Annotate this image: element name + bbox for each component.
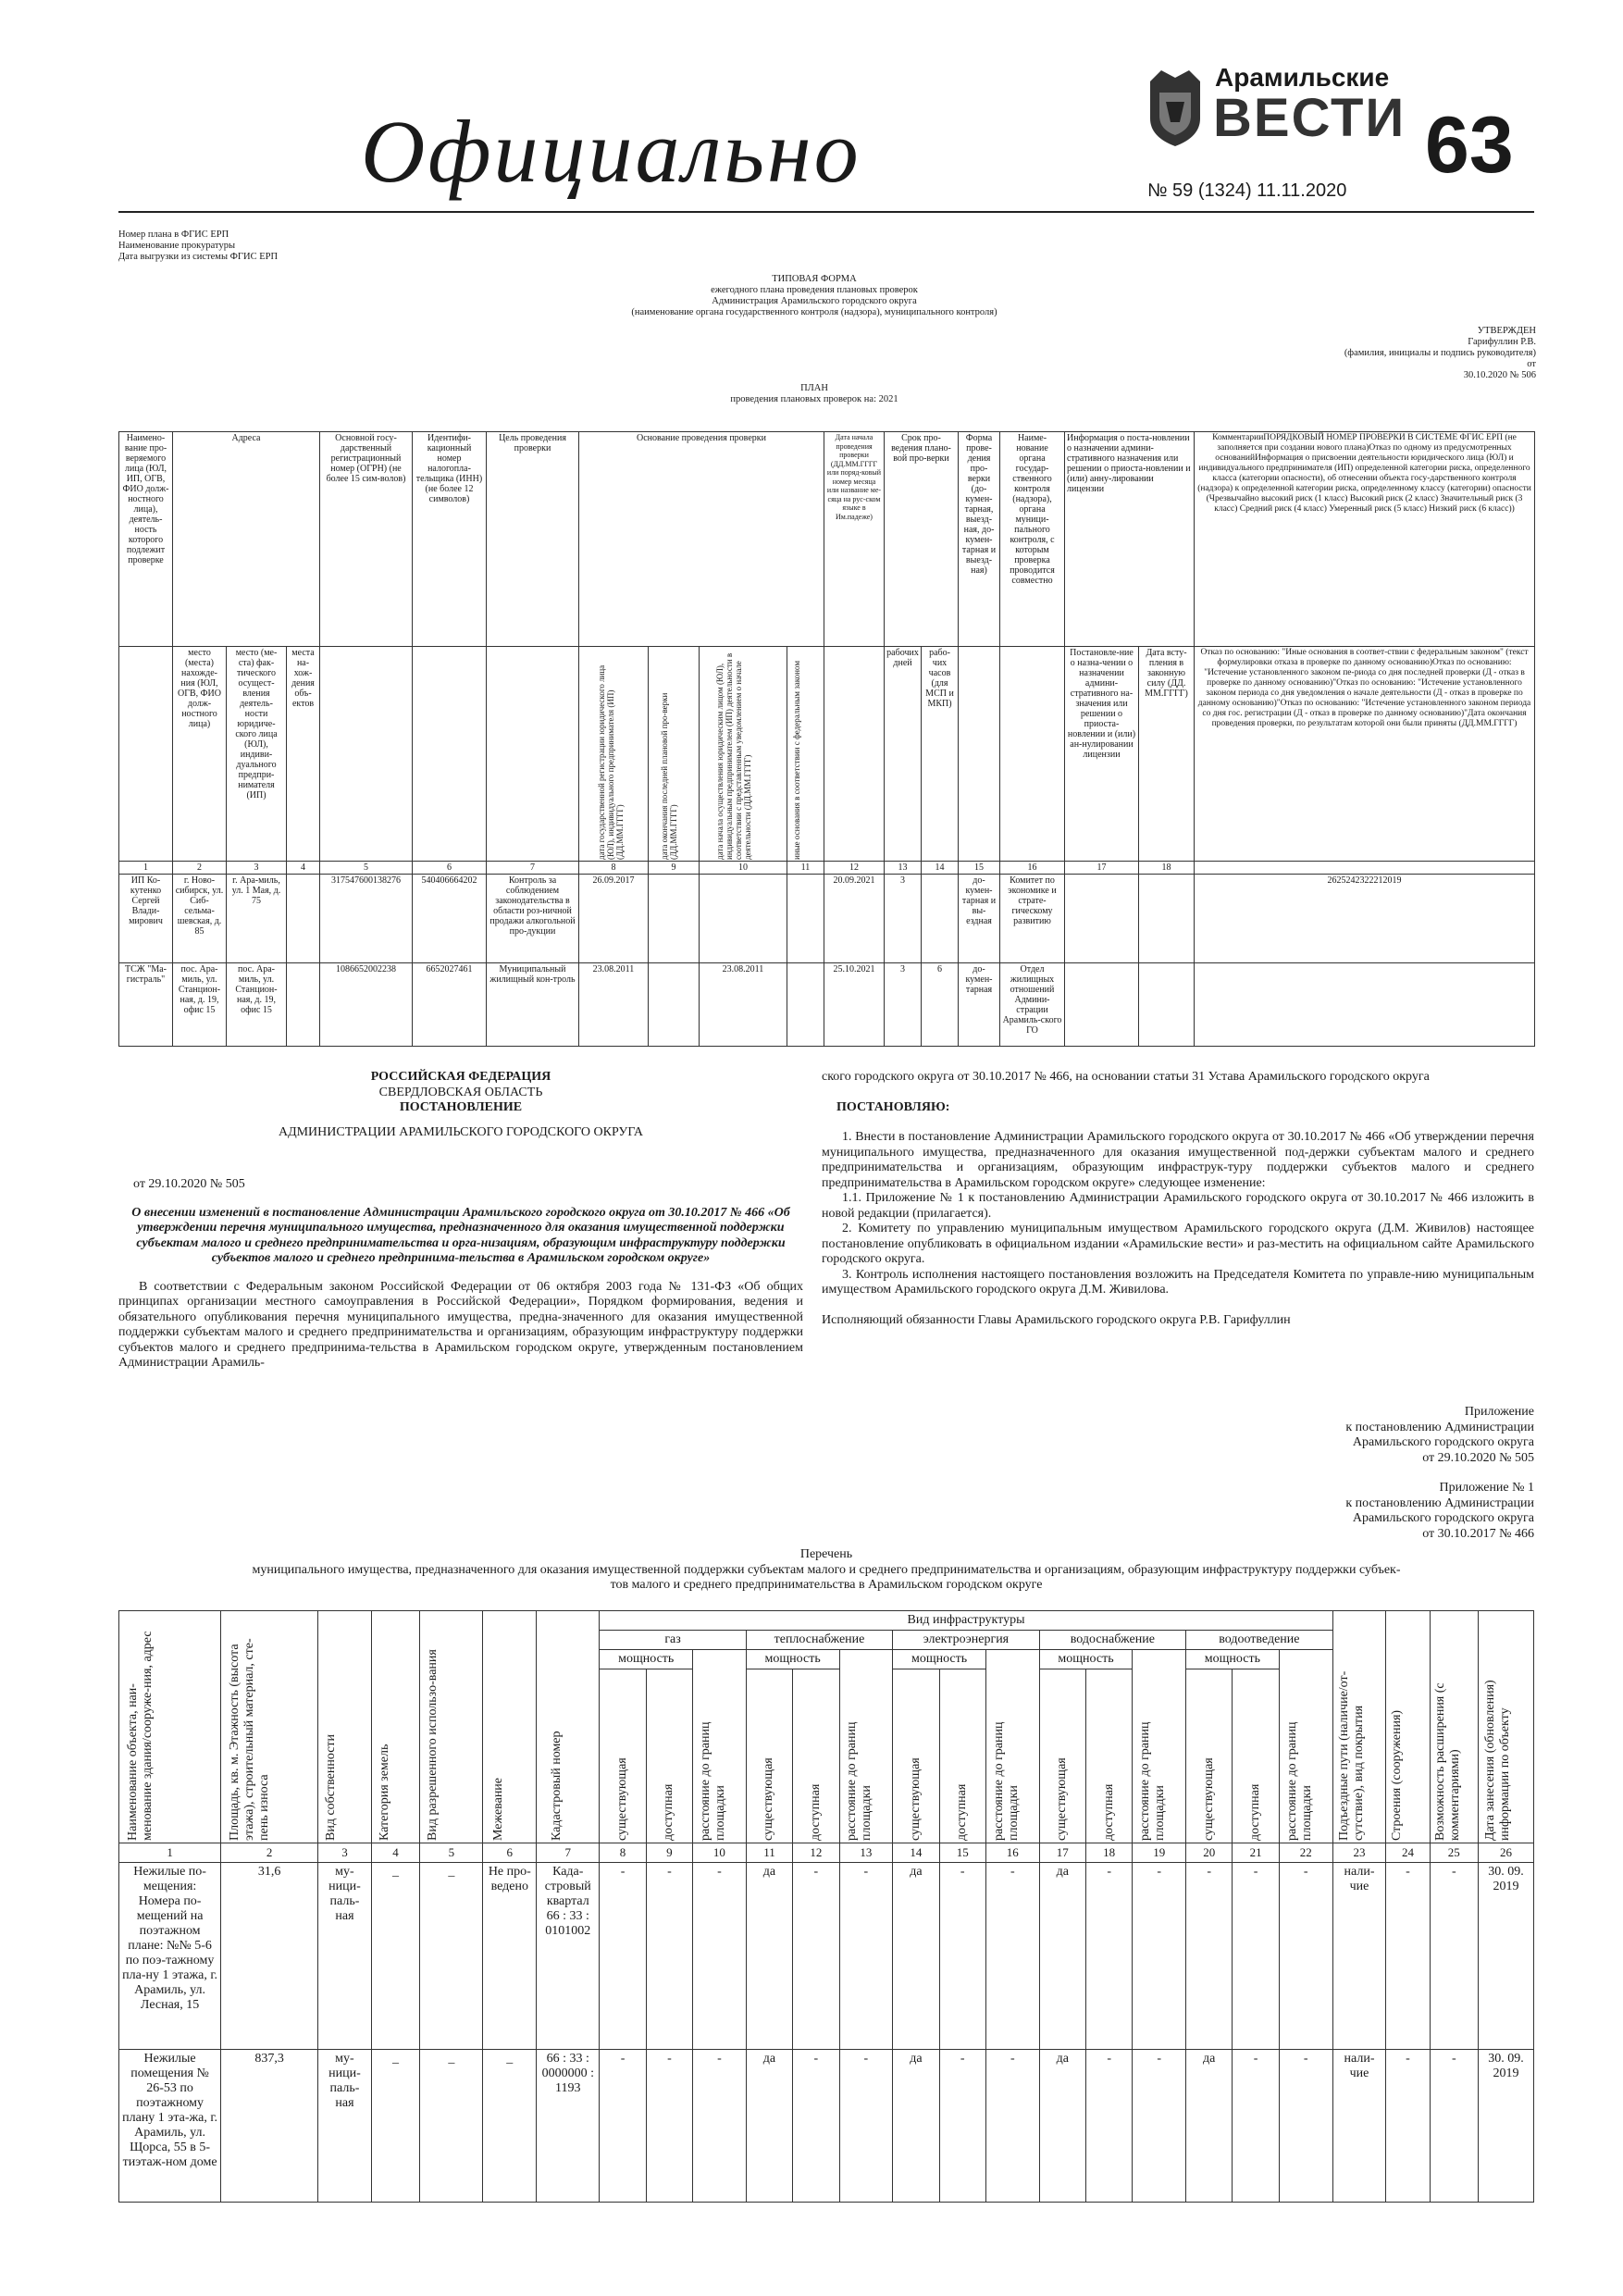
col-num: 4 — [371, 1843, 419, 1863]
cell-activity-place: г. Ара-миль, ул. 1 Мая, д. 75 — [227, 875, 287, 963]
decree-item-2: 2. Комитету по управлению муниципальным имуществом Арамильского городского округа (Д.М. Живилов) настоящее постановление опубликовать в официальном издании «Арамильские вести» и раз-местить на официальном сайте Арамильского городского округа. — [822, 1222, 1534, 1266]
th-empty — [320, 647, 413, 862]
approved-block — [1203, 326, 1536, 381]
plan-title-line: проведения плановых проверок на: 2021 — [730, 394, 898, 404]
col-num: 23 — [1332, 1843, 1386, 1863]
col-num: 22 — [1279, 1843, 1332, 1863]
list-title — [118, 1547, 1534, 1594]
col-num: 17 — [1065, 862, 1139, 875]
cell-value: - — [600, 2050, 646, 2203]
table-row — [119, 875, 1535, 963]
th-addresses: Адреса — [173, 432, 320, 647]
cell-hours: 6 — [922, 963, 959, 1047]
decree-heading: РОССИЙСКАЯ ФЕДЕРАЦИЯ — [370, 1070, 551, 1084]
cell-value: - — [985, 2050, 1039, 2203]
col-num: 7 — [487, 862, 579, 875]
column-numbers — [119, 862, 1535, 875]
lh-existing: существующая — [762, 1757, 776, 1841]
appendix1-line: к постановлению Администрации — [1345, 1496, 1534, 1510]
col-num: 2 — [221, 1843, 318, 1863]
cell-expansion: - — [1430, 1863, 1478, 2050]
page-number: 63 — [1425, 101, 1514, 190]
form-title-line: ТИПОВАЯ ФОРМА — [772, 274, 857, 284]
cell-org: Отдел жилищных отношений Админи-страции Арамиль-ского ГО — [1000, 963, 1065, 1047]
th-empty — [824, 647, 885, 862]
cell-name: ТСЖ "Ма-гистраль" — [119, 963, 173, 1047]
plan-table — [118, 431, 1535, 1047]
lh-roads: Подъездные пути (наличие/от-сутствие), вид покрытия — [1337, 1670, 1366, 1841]
cell-value: - — [693, 2050, 747, 2203]
cell-value: да — [1039, 2050, 1085, 2203]
meta-line: Наименование прокуратуры — [118, 241, 236, 251]
form-title-line: (наименование органа государственного контроля (надзора), муниципального контроля) — [631, 307, 997, 317]
cell-value: - — [985, 1863, 1039, 2050]
approved-line: 30.10.2020 № 506 — [1463, 370, 1536, 380]
cell-expansion: - — [1430, 2050, 1478, 2203]
cell-empty — [1139, 875, 1195, 963]
col-num: 1 — [119, 862, 173, 875]
th-empty — [1000, 647, 1065, 862]
appendix1-block — [1110, 1481, 1534, 1542]
form-title-line: Администрация Арамильского городского округа — [712, 296, 917, 306]
cell-place: г. Ново-сибирск, ул. Сиб-сельма-шевская, д. 85 — [173, 875, 227, 963]
list-title-line: муниципального имущества, предназначенного для оказания имущественной поддержки субъектам малого и среднего предпринимательства и организациям, образующим инфраструктуру поддержки субъек- — [252, 1562, 1401, 1577]
cell-area: 31,6 — [221, 1863, 318, 2050]
th-empty — [487, 647, 579, 862]
col-num: 6 — [483, 1843, 537, 1863]
appendix-line: Приложение — [1464, 1405, 1534, 1419]
meta-line: Дата выгрузки из системы ФГИС ЕРП — [118, 252, 279, 262]
col-num: 2 — [173, 862, 227, 875]
cell-inn: 6652027461 — [413, 963, 487, 1047]
col-num: 11 — [787, 862, 824, 875]
col-num: 11 — [746, 1843, 792, 1863]
th-term: Срок про-ведения плано-вой про-верки — [885, 432, 959, 647]
cell-value: - — [839, 2050, 893, 2203]
lh-existing: существующая — [1055, 1757, 1070, 1841]
cell-value: да — [746, 2050, 792, 2203]
lh-existing: существующая — [1201, 1757, 1216, 1841]
cell-cadastral: 66 : 33 : 0000000 : 1193 — [537, 2050, 600, 2203]
lh-infrastructure: Вид инфраструктуры — [600, 1611, 1332, 1631]
col-num: 4 — [287, 862, 320, 875]
decree-continuation: ского городского округа от 30.10.2017 № 466, на основании статьи 31 Устава Арамильского городского округа — [822, 1070, 1430, 1084]
cell-value: - — [793, 2050, 839, 2203]
cell-value: - — [939, 2050, 985, 2203]
th-basis: Основание проведения проверки — [579, 432, 824, 647]
col-num: 14 — [893, 1843, 939, 1863]
lh-expansion: Возможность расширения (с комментариями) — [1433, 1682, 1463, 1841]
decree-left-column — [118, 1070, 803, 1371]
col-num: 18 — [1085, 1843, 1132, 1863]
cell-value: да — [1186, 2050, 1233, 2203]
th-activity-place: место (ме-ста) фак-тического осущест-вления деятель-ности юридиче-ского лица (ЮЛ), индиви-дуального предпри-нимателя (ИП) — [227, 647, 287, 862]
cell-name: ИП Ко-кутенко Сергей Влади-мирович — [119, 875, 173, 963]
decree-authority: АДМИНИСТРАЦИИ АРАМИЛЬСКОГО ГОРОДСКОГО ОКРУГА — [278, 1124, 644, 1139]
th-ogrn: Основной госу-дарственный регистрационный номер (ОГРН) (не более 15 сим-волов) — [320, 432, 413, 647]
lh-power: мощность — [1186, 1650, 1280, 1669]
cell-value: - — [793, 1863, 839, 2050]
col-num: 14 — [922, 862, 959, 875]
col-num: 12 — [793, 1843, 839, 1863]
coat-of-arms-icon — [1143, 65, 1208, 148]
cell-value: да — [1039, 1863, 1085, 2050]
cell-value: - — [646, 1863, 692, 2050]
cell-empty — [287, 963, 320, 1047]
cell-empty — [649, 875, 700, 963]
cell-survey: _ — [483, 2050, 537, 2203]
cell-empty — [1065, 963, 1139, 1047]
appendix-block — [1110, 1405, 1534, 1466]
list-column-numbers — [119, 1843, 1534, 1863]
decree-region: СВЕРДЛОВСКАЯ ОБЛАСТЬ — [378, 1085, 543, 1099]
form-title — [490, 274, 1138, 318]
plan-title-line: ПЛАН — [800, 383, 828, 393]
cell-value: - — [693, 1863, 747, 2050]
cell-roads: нали-чие — [1332, 2050, 1386, 2203]
appendix1-line: от 30.10.2017 № 466 — [1422, 1526, 1534, 1541]
col-num: 12 — [824, 862, 885, 875]
cell-date: 30. 09. 2019 — [1479, 2050, 1534, 2203]
cell-value: - — [1085, 2050, 1132, 2203]
cell-check-number: 2625242322212019 — [1195, 875, 1535, 963]
cell-days: 3 — [885, 875, 922, 963]
lh-gas: газ — [600, 1631, 746, 1650]
cell-ownership: му-ници-паль-ная — [318, 2050, 372, 2203]
th-name: Наимено-вание про-веряемого лица (ЮЛ, ИП, ОГВ, ФИО долж-ностного лица), деятель-ность которого подлежит проверке — [119, 432, 173, 647]
decree-right-column — [822, 1070, 1534, 1328]
lh-cadastral: Кадастровый номер — [549, 1731, 564, 1841]
cell-activity-start: 23.08.2011 — [700, 963, 787, 1047]
cell-value: да — [893, 1863, 939, 2050]
cell-empty — [649, 963, 700, 1047]
cell-object-name: Нежилые по-мещения: Номера по-мещений на поэтажном плане: №№ 5-6 по поэ-тажному пла-ну 1 этажа, г. Арамиль, ул. Лесная, 15 — [119, 1863, 221, 2050]
cell-place: пос. Ара-миль, ул. Станцион-ная, д. 19, офис 15 — [173, 963, 227, 1047]
th-decision: Постановле-ние о назна-чении о назначении админи-стративного на-значения или решении о приоста-новлении и (или) ан-нулировании лицензии — [1065, 647, 1139, 862]
lh-available: доступная — [1101, 1783, 1116, 1841]
cell-inn: 540406664202 — [413, 875, 487, 963]
cell-ogrn: 317547600138276 — [320, 875, 413, 963]
cell-empty — [1195, 963, 1535, 1047]
th-goal: Цель проведения проверки — [487, 432, 579, 647]
list-title-line: Перечень — [799, 1547, 853, 1561]
cell-reg-date: 26.09.2017 — [579, 875, 649, 963]
th-empty — [959, 647, 1000, 862]
col-num: 8 — [579, 862, 649, 875]
appendix1-line: Приложение № 1 — [1439, 1481, 1534, 1495]
lh-power: мощность — [893, 1650, 986, 1669]
cell-use: _ — [420, 2050, 483, 2203]
col-num: 20 — [1186, 1843, 1233, 1863]
cell-goal: Контроль за соблюдением законодательства в области роз-ничной продажи алкогольной про-дукции — [487, 875, 579, 963]
lh-power: мощность — [600, 1650, 693, 1669]
cell-land: _ — [371, 2050, 419, 2203]
lh-distance: расстояние до границ площадки — [1284, 1721, 1314, 1841]
col-num: 21 — [1233, 1843, 1279, 1863]
th-work-days: рабочих дней — [885, 647, 922, 862]
th-form: Форма прове-дения про-верки (до-кумен-тарная, выезд-ная, до-кумен-тарная и выезд-ная) — [959, 432, 1000, 647]
cell-days: 3 — [885, 963, 922, 1047]
lh-available: доступная — [662, 1783, 676, 1841]
col-num: 16 — [1000, 862, 1065, 875]
lh-heat: теплоснабжение — [746, 1631, 892, 1650]
header-rule — [118, 211, 1534, 213]
lh-drainage: водоотведение — [1186, 1631, 1333, 1650]
cell-roads: нали-чие — [1332, 1863, 1386, 2050]
approved-line: УТВЕРЖДЕН — [1477, 326, 1536, 336]
lh-buildings: Строения (сооружения) — [1390, 1709, 1405, 1841]
cell-empty — [787, 875, 824, 963]
plan-title — [629, 383, 999, 405]
table-row — [119, 1863, 1534, 2050]
lh-water: водоснабжение — [1039, 1631, 1185, 1650]
col-num: 1 — [119, 1843, 221, 1863]
col-num: 6 — [413, 862, 487, 875]
lh-name: Наименование объекта, наи-менование здания/сооруже-ния, адрес — [126, 1631, 155, 1841]
cell-empty — [1139, 963, 1195, 1047]
cell-value: - — [600, 1863, 646, 2050]
th-activity-start: дата начала осуществления юридическим лицом (ЮЛ), индивидуальным предпринимателем (ИП) деятельности в соответствии с представленным уведомлением о начале деятельности (ДД.ММ.ГГГГ) — [715, 652, 752, 860]
th-sanction: Информация о поста-новлении о назначении админи-стративного назначения или решении о приоста-новлении и (или) анну-лировании лицензии — [1065, 432, 1195, 647]
cell-value: - — [1279, 2050, 1332, 2203]
col-num: 10 — [700, 862, 787, 875]
cell-date: 30. 09. 2019 — [1479, 1863, 1534, 2050]
cell-value: - — [1133, 2050, 1186, 2203]
cell-activity-place: пос. Ара-миль, ул. Станцион-ная, д. 19, офис 15 — [227, 963, 287, 1047]
col-num: 25 — [1430, 1843, 1478, 1863]
cell-value: - — [1279, 1863, 1332, 2050]
lh-electricity: электроэнергия — [893, 1631, 1039, 1650]
col-num: 13 — [839, 1843, 893, 1863]
lh-permitted-use: Вид разрешенного использо-вания — [426, 1649, 440, 1841]
lh-power: мощность — [1039, 1650, 1133, 1669]
th-org: Наиме-нование органа государ-ственного контроля (надзора), органа муници-пального контроля, с которым проверка проводится совместно — [1000, 432, 1065, 647]
lh-available: доступная — [1248, 1783, 1263, 1841]
approved-line: Гарифуллин Р.В. — [1468, 337, 1536, 347]
th-refusal: Отказ по основанию: "Иные основания в соответ-ствии с федеральным законом" (текст формулировки отказа в проверке по данному основанию)Отказ по основанию: "Истечение установленного законом пе-риода со дня последней проверки (Д - отказ в проверке по данному основанию)"Отказ по основанию: "Истечение установленного законом периода со дня уведомления о начале деятельности (Д - отказ в проверке по данному основанию)"Отказ по основанию: "Истечение установленного законом периода со дня гос. регистрации (Д - отказ в проверке по данному основанию)"Дата окончания проведения проверки, по результатам которой они были приняты (ДД.ММ.ГГГГ) — [1195, 647, 1535, 862]
cell-value: - — [939, 1863, 985, 2050]
col-num: 16 — [985, 1843, 1039, 1863]
approved-line: (фамилия, инициалы и подпись руководителя) — [1344, 348, 1536, 358]
cell-area: 837,3 — [221, 2050, 318, 2203]
decree-item-3: 3. Контроль исполнения настоящего постановления возложить на Председателя Комитета по управле-нию муниципальным имуществом Арамильского городского округа Д.М. Живилова. — [822, 1267, 1534, 1297]
decree-resolve: ПОСТАНОВЛЯЮ: — [836, 1099, 950, 1114]
col-num: 18 — [1139, 862, 1195, 875]
decree-intro: В соответствии с Федеральным законом Российской Федерации от 06 октября 2003 года № 131-ФЗ «Об общих принципах организации местного самоуправления в Российской Федерации», Порядком формирования, ведения и обязательного опубликования перечня муниципального имущества, предна-значенного для оказания имущественной поддержки субъектам малого и среднего предпринимательства и организациям, образующим инфраструктуру поддержки субъектов малого и среднего предпринима-тельства в Арамильском городском округе, утвержденным постановлением Администрации Арамиль- — [118, 1279, 803, 1370]
cell-org: Комитет по экономике и страте-гическому развитию — [1000, 875, 1065, 963]
meta-line: Номер плана в ФГИС ЕРП — [118, 230, 229, 240]
table-row — [119, 2050, 1534, 2203]
cell-ogrn: 1086652002238 — [320, 963, 413, 1047]
issue-number: № 59 (1324) 11.11.2020 — [1147, 180, 1347, 201]
th-inn: Идентифи-кационный номер налогопла-тельщика (ИНН) (не более 12 символов) — [413, 432, 487, 647]
lh-power: мощность — [746, 1650, 839, 1669]
cell-empty — [787, 963, 824, 1047]
decree-signature: Исполняющий обязанности Главы Арамильского городского округа Р.В. Гарифуллин — [822, 1312, 1291, 1327]
appendix-line: Арамильского городского округа — [1352, 1435, 1534, 1449]
cell-use: _ — [420, 1863, 483, 2050]
lh-ownership: Вид собственности — [323, 1733, 338, 1841]
approved-line: от — [1527, 359, 1536, 369]
cell-value: - — [1233, 1863, 1279, 2050]
col-num: 26 — [1479, 1843, 1534, 1863]
table-row — [119, 963, 1535, 1047]
cell-form: до-кумен-тарная — [959, 963, 1000, 1047]
plan-meta — [118, 230, 278, 263]
cell-reg-date: 23.08.2011 — [579, 963, 649, 1047]
cell-cadastral: Када-стровый квартал 66 : 33 : 0101002 — [537, 1863, 600, 2050]
section-title: Официально — [361, 102, 861, 201]
lh-distance: расстояние до границ площадки — [845, 1721, 874, 1841]
th-empty — [119, 647, 173, 862]
col-num: 17 — [1039, 1843, 1085, 1863]
lh-survey: Межевание — [490, 1777, 505, 1841]
lh-distance: расстояние до границ площадки — [698, 1721, 727, 1841]
th-comment: КомментарииПОРЯДКОВЫЙ НОМЕР ПРОВЕРКИ В СИСТЕМЕ ФГИС ЕРП (не заполняется при создании нового плана)Отказ по одному из предусмотренных основанийИнформация о присвоении деятельности юридического лица (ЮЛ) и индивидуального предпринимателя (ИП) определенной категории риска, определенного класса (категории опасности), об отнесении объекта госу-дарственного контроля (надзора) к определенной категории риска, определенному классу (категории) опасности (Чрезвычайно высокий риск (1 класс) Высокий риск (2 класс) Значительный риск (3 класс) Средний риск (4 класс) Умеренный риск (5 класс) Низкий риск (6 класс)) — [1195, 432, 1535, 647]
appendix1-line: Арамильского городского округа — [1352, 1511, 1534, 1525]
th-reg-date: дата государственной регистрации юридического лица (ЮЛ), индивидуального предпринимателя (ИП) (ДД.ММ.ГГГГ) — [597, 664, 625, 860]
decree-title: О внесении изменений в постановление Администрации Арамильского городского округа от 30.10.2017 № 466 «Об утверждении перечня муниципального имущества, предназначенного для оказания имущественной поддержки субъектам малого и среднего предпринимательства и орга-низациям, образующим инфраструктуру поддержки субъектов малого и среднего предпринима-тельства в Арамильском городском округе» — [131, 1205, 790, 1265]
cell-empty — [700, 875, 787, 963]
decree-type: ПОСТАНОВЛЕНИЕ — [399, 1100, 523, 1114]
th-work-hours: рабо-чих часов (для МСП и МКП) — [922, 647, 959, 862]
cell-start-date: 20.09.2021 — [824, 875, 885, 963]
lh-available: доступная — [955, 1783, 970, 1841]
col-num: 3 — [227, 862, 287, 875]
decree-item-1: 1. Внести в постановление Администрации Арамильского городского округа от 30.10.2017 № 466 «Об утверждении перечня муниципального имущества, предназначенного для оказания имущественной под-держки субъектам малого и среднего предпринимательства и организациям, образующим инфраструк-туру поддержки субъектов малого и среднего предпринимательства в Арамильском городском округе» следующее изменение: — [822, 1130, 1534, 1190]
th-last-check: дата окончания последней плановой про-верки (ДД.ММ.ГГГГ) — [660, 692, 678, 860]
col-num: 7 — [537, 1843, 600, 1863]
cell-value: да — [746, 1863, 792, 2050]
col-num: 13 — [885, 862, 922, 875]
newspaper-logo — [1143, 46, 1406, 157]
cell-value: да — [893, 2050, 939, 2203]
lh-existing: существующая — [908, 1757, 923, 1841]
cell-buildings: - — [1386, 1863, 1430, 2050]
decree-date: от 29.10.2020 № 505 — [133, 1177, 245, 1191]
col-num: 5 — [320, 862, 413, 875]
cell-empty — [287, 875, 320, 963]
col-num: 8 — [600, 1843, 646, 1863]
list-title-line: тов малого и среднего предпринимательства в Арамильском городском округе — [610, 1578, 1043, 1592]
appendix-line: от 29.10.2020 № 505 — [1422, 1450, 1534, 1465]
appendix-line: к постановлению Администрации — [1345, 1420, 1534, 1434]
lh-existing: существующая — [615, 1757, 630, 1841]
lh-distance: расстояние до границ площадки — [991, 1721, 1021, 1841]
brand-line1: Арамильские — [1215, 63, 1390, 92]
th-place: место (места) нахожде-ния (ЮЛ, ОГВ, ФИО долж-ностного лица) — [173, 647, 227, 862]
lh-area: Площадь, кв. м. Этажность (высота этажа), строительный материал, сте-пень износа — [228, 1638, 272, 1841]
col-num: 15 — [959, 862, 1000, 875]
lh-distance: расстояние до границ площадки — [1138, 1721, 1168, 1841]
cell-value: - — [1085, 1863, 1132, 2050]
col-num: 3 — [318, 1843, 372, 1863]
col-num: 9 — [649, 862, 700, 875]
lh-update-date: Дата занесения (обновления) информации по объекту — [1482, 1680, 1512, 1841]
cell-value: - — [839, 1863, 893, 2050]
cell-land: _ — [371, 1863, 419, 2050]
cell-start-date: 25.10.2021 — [824, 963, 885, 1047]
cell-empty — [1065, 875, 1139, 963]
form-title-line: ежегодного плана проведения плановых проверок — [711, 285, 918, 295]
cell-value: - — [1233, 2050, 1279, 2203]
cell-survey: Не про-ведено — [483, 1863, 537, 2050]
th-other-basis: иные основания в соответствии с федеральным законом — [791, 660, 801, 860]
cell-object-name: Нежилые помещения № 26-53 по поэтажному плану 1 эта-жа, г. Арамиль, ул. Щорса, 55 в 5-тиэтаж-ном доме — [119, 2050, 221, 2203]
cell-buildings: - — [1386, 2050, 1430, 2203]
lh-available: доступная — [808, 1783, 823, 1841]
col-num: 19 — [1133, 1843, 1186, 1863]
lh-land-category: Категория земель — [377, 1744, 391, 1841]
th-start: Дата начала проведения проверки (ДД.ММ.ГГГГ или поряд-ковый номер месяца или название ме-сяца на рус-ском языке в Им.падеже) — [824, 432, 885, 647]
cell-ownership: му-ници-паль-ная — [318, 1863, 372, 2050]
col-num — [1195, 862, 1535, 875]
cell-empty — [922, 875, 959, 963]
property-list-table — [118, 1610, 1534, 2203]
col-num: 24 — [1386, 1843, 1430, 1863]
th-empty — [413, 647, 487, 862]
col-num: 9 — [646, 1843, 692, 1863]
brand-line2: ВЕСТИ — [1213, 88, 1406, 148]
decree-item-1-1: 1.1. Приложение № 1 к постановлению Администрации Арамильского городского округа от 30.10.2017 № 466 изложить в новой редакции (прилагается). — [822, 1191, 1534, 1221]
col-num: 10 — [693, 1843, 747, 1863]
th-objects-place: места на-хож-дения объ-ектов — [287, 647, 320, 862]
cell-goal: Муниципальный жилищный кон-троль — [487, 963, 579, 1047]
cell-value: - — [646, 2050, 692, 2203]
col-num: 15 — [939, 1843, 985, 1863]
th-effective-date: Дата всту-пления в законную силу (ДД. ММ.ГГГГ) — [1139, 647, 1195, 862]
cell-form: до-кумен-тарная и вы-ездная — [959, 875, 1000, 963]
cell-value: - — [1186, 1863, 1233, 2050]
cell-value: - — [1133, 1863, 1186, 2050]
col-num: 5 — [420, 1843, 483, 1863]
